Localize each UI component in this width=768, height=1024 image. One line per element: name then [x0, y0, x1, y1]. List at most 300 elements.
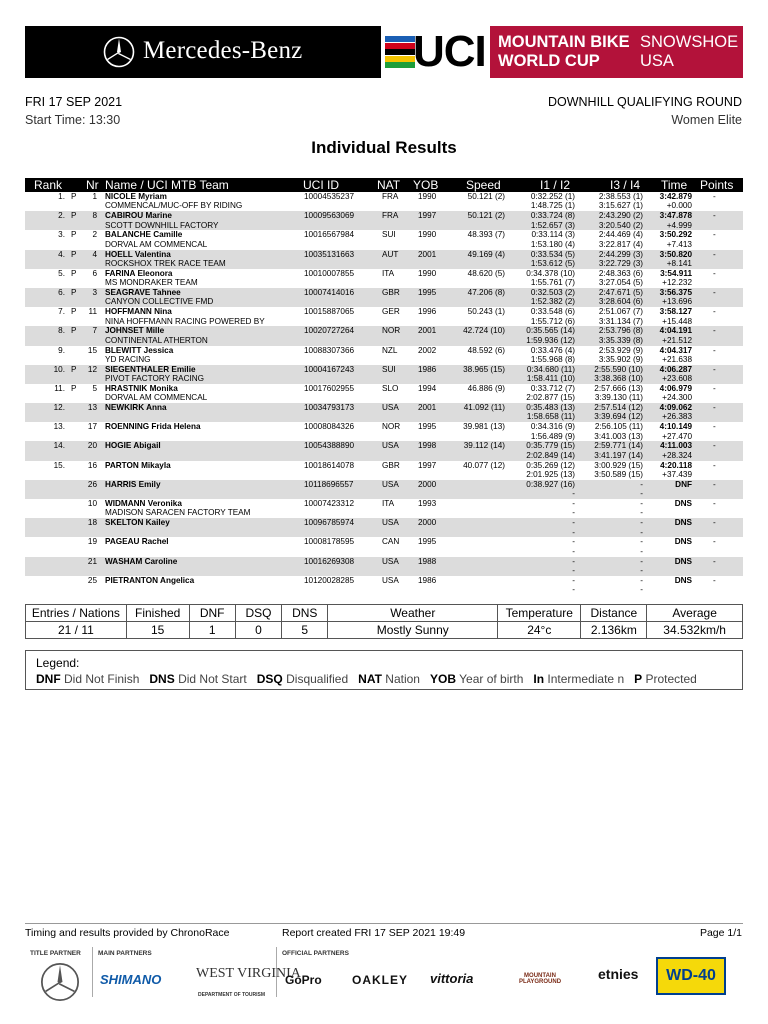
protected-cell: P	[71, 230, 77, 240]
summary-value: 21 / 11	[26, 622, 127, 639]
timing-credit: Timing and results provided by ChronoRace	[25, 927, 230, 939]
split-i1: 0:35.565 (14)	[526, 326, 575, 336]
yob-cell: 1995	[418, 287, 437, 297]
rank-cell: 6.	[58, 287, 65, 297]
time-cell: 3:50.820	[659, 249, 692, 259]
legend-key: DNS	[149, 672, 175, 686]
uci-id-cell: 10010007855	[304, 268, 355, 278]
split-i2: 1:55.761 (7)	[530, 278, 575, 288]
uci-id-cell: 10007423312	[304, 499, 355, 508]
gap-cell: +28.324	[662, 450, 692, 460]
nat-cell: GBR	[382, 287, 400, 297]
protected-cell: P	[71, 364, 77, 374]
legend-items	[36, 672, 707, 686]
time-cell: 3:56.375	[659, 287, 692, 297]
points-cell: -	[713, 249, 716, 259]
speed-cell: 48.620 (5)	[467, 268, 505, 278]
summary-value: 0	[235, 622, 281, 639]
rider-name: HRASTNIK Monika	[105, 383, 178, 393]
points-cell: -	[713, 287, 716, 297]
yob-cell: 1993	[418, 499, 437, 508]
protected-cell: P	[71, 383, 77, 393]
table-row	[25, 326, 743, 345]
split-i1: -	[572, 575, 575, 585]
gap-cell: +8.141	[666, 258, 692, 268]
yob-cell: 1990	[418, 230, 437, 240]
legend-key: P	[634, 672, 643, 686]
nr-cell: 18	[87, 518, 97, 528]
team-name: MS MONDRAKER TEAM	[105, 278, 198, 288]
split-i1: 0:38.927 (16)	[526, 479, 575, 489]
uci-id-cell: 10009563069	[304, 211, 355, 221]
time-cell: 4:06.287	[659, 364, 692, 374]
legend-value: Intermediate n	[547, 672, 625, 686]
split-i3: 3:00.929 (15)	[594, 460, 643, 470]
col-rank: Rank	[34, 178, 63, 192]
points-cell: -	[713, 383, 716, 393]
nr-cell: 16	[87, 460, 97, 470]
rider-name: NICOLE Myriam	[105, 192, 167, 201]
time-cell: DNS	[674, 537, 692, 547]
gap-cell: +0.000	[666, 201, 692, 211]
split-i1: -	[572, 499, 575, 508]
nat-cell: NOR	[382, 422, 401, 432]
col-i1-i2: I1 / I2	[540, 178, 571, 192]
col-time: Time	[661, 178, 688, 192]
split-i1: -	[572, 537, 575, 547]
col-i3-i4: I3 / I4	[610, 178, 641, 192]
time-cell: 4:06.979	[659, 383, 692, 393]
yob-cell: 2001	[418, 403, 437, 413]
split-i4: 3:20.540 (2)	[598, 220, 643, 230]
speed-cell: 46.886 (9)	[467, 383, 505, 393]
uci-id-cell: 10004535237	[304, 192, 355, 201]
summary-header: Temperature	[498, 605, 581, 622]
summary-value: 24°c	[498, 622, 581, 639]
points-cell: -	[713, 422, 716, 432]
start-time: Start Time: 13:30	[25, 113, 121, 127]
rider-name: BLEWITT Jessica	[105, 345, 174, 355]
table-row	[25, 211, 743, 230]
split-i4: 3:27.054 (5)	[598, 278, 643, 288]
points-cell: -	[713, 556, 716, 566]
nr-cell: 8	[92, 211, 97, 221]
nr-cell: 11	[88, 307, 97, 317]
table-row	[25, 250, 743, 269]
protected-cell: P	[71, 268, 77, 278]
summary-header: Weather	[328, 605, 498, 622]
summary-header: DNS	[282, 605, 328, 622]
round-name: DOWNHILL QUALIFYING ROUND	[547, 95, 742, 109]
gap-cell: +26.383	[662, 412, 692, 422]
nr-cell: 20	[87, 441, 97, 451]
title-partner-label: TITLE PARTNER	[30, 950, 81, 957]
uci-id-cell: 10016567984	[304, 230, 355, 240]
nat-cell: USA	[382, 441, 399, 451]
yob-cell: 2001	[418, 326, 437, 336]
yob-cell: 1997	[418, 460, 437, 470]
gap-cell: +13.696	[662, 297, 692, 307]
split-i2: 1:48.725 (1)	[530, 201, 575, 211]
col-speed: Speed	[466, 178, 501, 192]
summary-header: DSQ	[235, 605, 281, 622]
split-i4: 3:35.339 (8)	[598, 335, 643, 345]
split-i4: -	[640, 585, 643, 595]
mercedes-star-icon	[40, 962, 80, 1002]
col-nat: NAT	[377, 178, 401, 192]
split-i4: 3:22.729 (3)	[598, 258, 643, 268]
uci-id-cell: 10034793173	[304, 403, 355, 413]
nat-cell: GER	[382, 307, 400, 317]
yob-cell: 1986	[418, 575, 437, 585]
nat-cell: SUI	[382, 364, 396, 374]
nat-cell: NZL	[382, 345, 398, 355]
legend-box	[25, 650, 743, 690]
rank-cell: 1.	[58, 192, 65, 201]
time-cell: DNS	[674, 518, 692, 528]
etnies-logo: etnies	[598, 966, 639, 982]
yob-cell: 1990	[418, 192, 437, 201]
table-row	[25, 192, 743, 211]
split-i1: 0:34.680 (11)	[526, 364, 575, 374]
split-i1: 0:33.724 (8)	[530, 211, 575, 221]
event-location: SNOWSHOE USA	[640, 33, 739, 70]
uci-id-cell: 10120028285	[304, 575, 355, 585]
split-i3: 2:53.929 (9)	[598, 345, 643, 355]
uci-id-cell: 10096785974	[304, 518, 355, 528]
rider-name: SKELTON Kailey	[105, 518, 170, 528]
gap-cell: +24.300	[662, 393, 692, 403]
summary-value: 1	[189, 622, 235, 639]
summary-header: Entries / Nations	[26, 605, 127, 622]
summary-value: 15	[126, 622, 189, 639]
uci-id-cell: 10004167243	[304, 364, 355, 374]
split-i1: 0:33.534 (5)	[530, 249, 575, 259]
yob-cell: 1996	[418, 307, 437, 317]
team-name: MADISON SARACEN FACTORY TEAM	[105, 508, 251, 518]
nr-cell: 3	[92, 287, 97, 297]
col-yob: YOB	[413, 178, 439, 192]
yob-cell: 1998	[418, 441, 437, 451]
legend-value: Year of birth	[459, 672, 524, 686]
speed-cell: 39.981 (13)	[463, 422, 505, 432]
split-i1: -	[572, 518, 575, 528]
table-row	[25, 269, 743, 288]
team-name: PIVOT FACTORY RACING	[105, 374, 205, 384]
nr-cell: 17	[87, 422, 97, 432]
summary-value: 5	[282, 622, 328, 639]
points-cell: -	[713, 441, 716, 451]
speed-cell: 40.077 (12)	[463, 460, 505, 470]
nat-cell: SUI	[382, 230, 396, 240]
legend-value: Disqualified	[286, 672, 349, 686]
split-i3: 2:55.590 (10)	[594, 364, 643, 374]
protected-cell: P	[71, 249, 77, 259]
nat-cell: GBR	[382, 460, 400, 470]
nr-cell: 5	[92, 383, 97, 393]
yob-cell: 1994	[418, 383, 437, 393]
report-created: Report created FRI 17 SEP 2021 19:49	[282, 927, 466, 939]
col-nr: Nr	[86, 178, 99, 192]
time-cell: DNS	[674, 575, 692, 585]
table-row	[25, 422, 743, 441]
time-cell: 4:10.149	[659, 422, 692, 432]
team-name: COMMENCAL/MUC-OFF BY RIDING	[105, 201, 243, 211]
summary-header: Average	[647, 605, 743, 622]
series-block	[490, 26, 743, 78]
col-uci-id: UCI ID	[303, 178, 339, 192]
table-row	[25, 346, 743, 365]
nat-cell: USA	[382, 518, 399, 528]
rider-name: ROENNING Frida Helena	[105, 422, 201, 432]
time-cell: 3:47.878	[659, 211, 692, 221]
rank-cell: 13.	[53, 422, 65, 432]
time-cell: DNS	[674, 499, 692, 508]
legend-value: Did Not Finish	[64, 672, 140, 686]
split-i3: -	[640, 556, 643, 566]
team-name: SCOTT DOWNHILL FACTORY	[105, 220, 219, 230]
protected-cell: P	[71, 326, 77, 336]
page-title: Individual Results	[311, 138, 457, 157]
summary-value: 2.136km	[581, 622, 647, 639]
summary-value: Mostly Sunny	[328, 622, 498, 639]
nat-cell: ITA	[382, 268, 395, 278]
split-i2: 1:53.180 (4)	[530, 239, 575, 249]
nr-cell: 6	[92, 268, 97, 278]
table-row	[25, 384, 743, 403]
gap-cell: +23.608	[662, 374, 692, 384]
uci-text: UCI	[413, 27, 486, 76]
wv-tourism-label: DEPARTMENT OF TOURISM	[198, 992, 266, 998]
table-row	[25, 480, 743, 499]
split-i2: -	[572, 508, 575, 518]
nat-cell: CAN	[382, 537, 400, 547]
time-cell: 4:11.003	[660, 441, 692, 451]
points-cell: -	[713, 518, 716, 528]
gap-cell: +7.413	[666, 239, 692, 249]
shimano-logo: SHIMANO	[100, 972, 162, 987]
nr-cell: 25	[87, 575, 97, 585]
split-i2: 1:56.489 (9)	[530, 431, 575, 441]
team-name: CONTINENTAL ATHERTON	[105, 335, 208, 345]
split-i3: 2:56.105 (11)	[594, 422, 643, 432]
legend-title: Legend:	[36, 656, 80, 670]
points-cell: -	[713, 230, 716, 240]
nr-cell: 15	[87, 345, 97, 355]
split-i4: -	[640, 565, 643, 575]
nr-cell: 12	[87, 364, 97, 374]
category: Women Elite	[671, 113, 742, 127]
speed-cell: 48.393 (7)	[467, 230, 505, 240]
speed-cell: 47.206 (8)	[467, 287, 505, 297]
split-i1: 0:34.316 (9)	[530, 422, 575, 432]
nat-cell: USA	[382, 556, 399, 566]
split-i1: -	[572, 556, 575, 566]
time-cell: 3:54.911	[660, 268, 692, 278]
speed-cell: 50.243 (1)	[467, 307, 505, 317]
nr-cell: 26	[87, 479, 97, 489]
split-i2: 1:59.936 (12)	[526, 335, 575, 345]
rider-name: NEWKIRK Anna	[105, 403, 167, 413]
points-cell: -	[713, 307, 716, 317]
nr-cell: 19	[87, 537, 97, 547]
split-i4: 3:39.130 (11)	[594, 393, 643, 403]
table-row	[25, 288, 743, 307]
table-row	[25, 307, 743, 326]
table-row	[25, 557, 743, 576]
nr-cell: 10	[87, 499, 97, 508]
nat-cell: NOR	[382, 326, 401, 336]
split-i1: 0:33.114 (3)	[531, 230, 575, 240]
team-name: CANYON COLLECTIVE FMD	[105, 297, 214, 307]
team-name: DORVAL AM COMMENCAL	[105, 393, 208, 403]
yob-cell: 2000	[418, 518, 437, 528]
nr-cell: 4	[92, 249, 97, 259]
rank-cell: 4.	[58, 249, 65, 259]
team-name: YD RACING	[105, 354, 151, 364]
split-i4: 3:50.589 (15)	[594, 470, 643, 480]
points-cell: -	[713, 211, 716, 221]
split-i3: 2:51.067 (7)	[598, 307, 643, 317]
split-i1: 0:35.483 (13)	[526, 403, 575, 413]
snowshoe-logo: MOUNTAIN PLAYGROUND	[518, 973, 562, 985]
rider-name: HARRIS Emily	[105, 479, 161, 489]
gap-cell: +15.448	[662, 316, 692, 326]
rider-name: HOFFMANN Nina	[105, 307, 172, 317]
footer-divider	[25, 923, 743, 924]
split-i4: -	[640, 527, 643, 537]
rank-cell: 3.	[58, 230, 65, 240]
main-partners-label: MAIN PARTNERS	[98, 950, 152, 957]
split-i2: 1:58.658 (11)	[526, 412, 575, 422]
split-i2: -	[572, 565, 575, 575]
split-i4: 3:35.902 (9)	[598, 354, 643, 364]
gap-cell: +27.470	[662, 431, 692, 441]
nat-cell: USA	[382, 575, 399, 585]
points-cell: -	[713, 268, 716, 278]
points-cell: -	[713, 479, 716, 489]
legend-key: NAT	[358, 672, 382, 686]
sponsor-name: Mercedes-Benz	[143, 37, 303, 64]
split-i4: 3:38.368 (10)	[594, 374, 643, 384]
team-name: NINA HOFFMANN RACING POWERED BY	[105, 316, 265, 326]
results-table-body	[25, 192, 743, 595]
split-i2: 2:02.849 (14)	[526, 450, 575, 460]
time-cell: 4:20.118	[660, 460, 692, 470]
split-i1: 0:35.269 (12)	[526, 460, 575, 470]
split-i2: 1:53.612 (5)	[530, 258, 575, 268]
speed-cell: 50.121 (2)	[467, 192, 505, 201]
split-i3: 2:59.771 (14)	[594, 441, 643, 451]
summary-value: 34.532km/h	[647, 622, 743, 639]
split-i3: 2:44.299 (3)	[598, 249, 643, 259]
split-i3: 2:38.553 (1)	[598, 192, 643, 201]
split-i2: 2:01.925 (13)	[526, 470, 575, 480]
rider-name: PIETRANTON Angelica	[105, 575, 195, 585]
speed-cell: 41.092 (11)	[463, 403, 505, 413]
points-cell: -	[713, 499, 716, 508]
split-i2: -	[572, 585, 575, 595]
yob-cell: 2000	[418, 479, 437, 489]
split-i1: 0:33.476 (4)	[530, 345, 575, 355]
yob-cell: 1995	[418, 422, 437, 432]
split-i3: -	[640, 499, 643, 508]
rank-cell: 11.	[54, 383, 65, 393]
rider-name: PARTON Mikayla	[105, 460, 171, 470]
legend-key: In	[533, 672, 545, 686]
nat-cell: SLO	[382, 383, 399, 393]
uci-id-cell: 10088307366	[304, 345, 355, 355]
gap-cell: +37.439	[662, 470, 692, 480]
gap-cell: +21.512	[662, 335, 692, 345]
nat-cell: USA	[382, 479, 399, 489]
split-i1: 0:32.503 (2)	[530, 287, 575, 297]
split-i4: 3:41.003 (13)	[594, 431, 643, 441]
table-row	[25, 576, 743, 595]
oakley-logo: OAKLEY	[352, 973, 409, 987]
uci-id-cell: 10007414016	[304, 287, 355, 297]
split-i2: 1:58.411 (10)	[526, 374, 575, 384]
rank-cell: 5.	[58, 268, 65, 278]
rank-cell: 15.	[53, 460, 65, 470]
split-i3: -	[640, 518, 643, 528]
rider-name: PAGEAU Rachel	[105, 537, 169, 547]
speed-cell: 50.121 (2)	[467, 211, 505, 221]
table-row	[25, 499, 743, 518]
rider-name: WASHAM Caroline	[105, 556, 178, 566]
time-cell: 3:58.127	[659, 307, 692, 317]
results-table-header	[25, 178, 743, 192]
split-i2: 1:55.968 (8)	[530, 354, 575, 364]
yob-cell: 2002	[418, 345, 437, 355]
official-partners-label: OFFICIAL PARTNERS	[282, 950, 349, 957]
time-cell: 4:04.191	[659, 326, 692, 336]
split-i3: 2:53.796 (8)	[598, 326, 643, 336]
uci-id-cell: 10016269308	[304, 556, 355, 566]
split-i2: -	[572, 527, 575, 537]
yob-cell: 1988	[418, 556, 437, 566]
page-number: Page 1/1	[699, 927, 742, 939]
summary-header: DNF	[189, 605, 235, 622]
table-row	[25, 365, 743, 384]
rider-name: SEAGRAVE Tahnee	[105, 287, 181, 297]
split-i2: -	[572, 546, 575, 556]
split-i2: 2:02.877 (15)	[526, 393, 575, 403]
nat-cell: FRA	[382, 192, 399, 201]
split-i4: -	[640, 546, 643, 556]
rider-name: FARINA Eleonora	[105, 268, 173, 278]
time-cell: DNF	[675, 479, 692, 489]
nat-cell: FRA	[382, 211, 399, 221]
uci-stripes-icon	[385, 36, 415, 68]
uci-id-cell: 10015887065	[304, 307, 355, 317]
rider-name: SIEGENTHALER Emilie	[105, 364, 196, 374]
uci-id-cell: 10020727264	[304, 326, 355, 336]
summary-header: Distance	[581, 605, 647, 622]
nr-cell: 1	[92, 192, 97, 201]
points-cell: -	[713, 345, 716, 355]
uci-id-cell: 10054388890	[304, 441, 355, 451]
protected-cell: P	[71, 287, 77, 297]
split-i4: 3:22.817 (4)	[598, 239, 643, 249]
legend-key: DNF	[36, 672, 61, 686]
event-date: FRI 17 SEP 2021	[25, 95, 123, 109]
rider-name: JOHNSET Mille	[105, 326, 165, 336]
speed-cell: 42.724 (10)	[463, 326, 505, 336]
uci-id-cell: 10118696557	[304, 479, 354, 489]
split-i3: -	[640, 575, 643, 585]
split-i3: 2:47.671 (5)	[598, 287, 643, 297]
